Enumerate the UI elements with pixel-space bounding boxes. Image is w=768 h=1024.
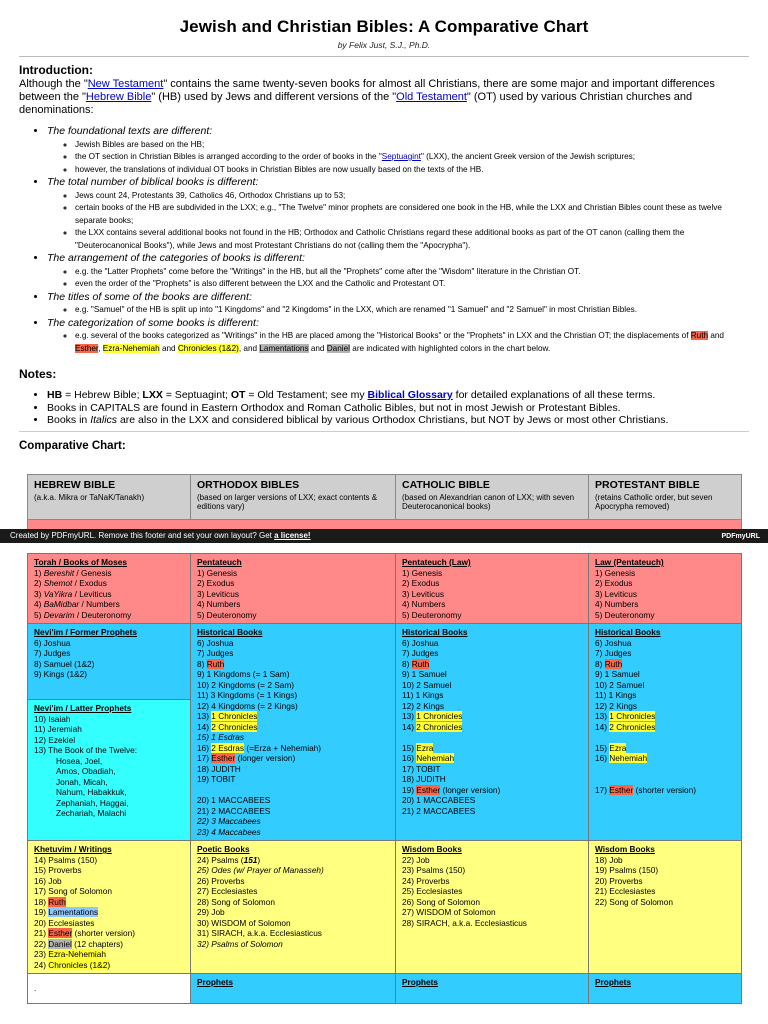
book-entry: 19) Esther (longer version) <box>402 784 501 795</box>
category-title: Nevi'im / Latter Prophets <box>34 703 132 713</box>
chart-header-row <box>27 474 742 520</box>
book-entry: 26) Proverbs <box>197 875 245 886</box>
pdfmyurl-logo: PDFmyURL <box>721 533 760 540</box>
category-title: Wisdom Books <box>402 844 462 854</box>
book-entry: 5) Deuteronomy <box>197 609 257 620</box>
difference-item <box>47 317 749 356</box>
book-entry: 2) Exodus <box>197 578 235 588</box>
book-entry: 29) Job <box>197 907 225 917</box>
book-entry: 30) WISDOM of Solomon <box>197 917 291 928</box>
book-entry <box>595 774 735 785</box>
book-entry: 25) Odes (w/ Prayer of Manasseh) <box>197 865 324 875</box>
cell-protestant-pentateuch <box>589 554 741 623</box>
book-entry: 5) Devarim / Deuteronomy <box>34 609 132 620</box>
difference-item <box>47 125 749 176</box>
category-title: Pentateuch (Law) <box>402 557 471 567</box>
book-entry: 2) Exodus <box>595 578 633 588</box>
former-prophets <box>28 624 190 699</box>
book-entry: 15) Proverbs <box>34 865 82 875</box>
book-entry: 20) 1 MACCABEES <box>197 795 271 805</box>
detail-item: ◦ even the order of the "Prophets" is also different between the LXX and the Catholic and Protestant OT. <box>75 278 749 291</box>
latter-prophets <box>28 699 190 840</box>
category-title: Nevi'im / Former Prophets <box>34 627 137 637</box>
book-entry: 13) 1 Chronicles <box>197 711 258 721</box>
book-entry: 7) Judges <box>34 648 71 658</box>
book-entry: 22) Song of Solomon <box>595 896 673 907</box>
detail-item <box>75 330 749 355</box>
column-header-protestant: PROTESTANT BIBLE (retains Catholic order, but seven Apocrypha removed) <box>595 479 713 511</box>
book-entry: 4) Numbers <box>595 599 639 609</box>
highlighted-book: Esther <box>75 343 99 353</box>
book-entry: 8) Ruth <box>197 658 225 669</box>
book-entry: 15) 1 Esdras <box>197 732 245 742</box>
detail-text: and <box>159 343 178 353</box>
book-entry: 22) Daniel (12 chapters) <box>34 938 124 949</box>
category-title: Khetuvim / Writings <box>34 844 112 854</box>
detail-item: ◦ the LXX contains several additional books not found in the HB; Orthodox and Catholic Christians regard these additional books as part of the OT canon (calling them the "Deuterocanonical Books"), while Jews and most Protestant Christians do not (calling them the "Apocrypha"). <box>75 227 749 252</box>
book-entry: Zephaniah, Haggai, <box>56 797 129 808</box>
book-entry: 3) Leviticus <box>595 588 637 599</box>
difference-details <box>47 266 749 291</box>
book-entry: 3) Leviticus <box>402 588 444 599</box>
difference-title: The total number of biblical books is different: <box>47 176 259 188</box>
book-entry: 27) Ecclesiastes <box>197 886 258 896</box>
book-entry: Amos, Obadiah, <box>56 766 116 776</box>
book-entry: 11) 3 Kingdoms (= 1 Kings) <box>197 690 298 700</box>
book-entry: 23) Psalms (150) <box>402 865 466 875</box>
old-testament-link[interactable]: Old Testament <box>396 91 467 103</box>
cell-torah <box>28 554 191 623</box>
book-entry <box>197 785 389 796</box>
book-entry: 7) Judges <box>197 648 234 658</box>
cell-orthodox-historical <box>191 624 396 840</box>
cell-catholic-pentateuch <box>396 554 589 623</box>
book-entry: 1) Genesis <box>197 567 238 578</box>
highlighted-book: Ruth <box>690 331 709 340</box>
book-entry: 14) Psalms (150) <box>34 854 98 865</box>
book-entry: 12) 2 Kings <box>595 700 637 711</box>
category-title: Pentateuch <box>197 557 242 567</box>
book-entry: 8) Samuel (1&2) <box>34 658 95 669</box>
book-entry: 8) Ruth <box>595 658 623 669</box>
book-entry: 5) Deuteronomy <box>595 609 655 620</box>
book-entry: 9) 1 Samuel <box>595 669 640 679</box>
book-entry: 23) Ezra-Nehemiah <box>34 949 106 959</box>
book-entry: 24) Chronicles (1&2) <box>34 959 111 970</box>
book-entry: 16) Nehemiah <box>402 753 455 763</box>
book-entry: 7) Judges <box>595 648 632 658</box>
book-entry: 16) Job <box>34 875 62 886</box>
highlighted-book: Daniel <box>326 343 350 353</box>
septuagint-link[interactable]: Septuagint <box>381 152 421 161</box>
book-entry: 19) TOBIT <box>197 774 236 784</box>
book-entry: 4) Numbers <box>402 599 446 609</box>
book-entry: 11) 1 Kings <box>402 690 444 700</box>
book-entry: 1) Bereshit / Genesis <box>34 567 112 578</box>
book-entry: 4) BaMidbar / Numbers <box>34 599 120 609</box>
book-entry: 16) Nehemiah <box>595 753 648 763</box>
row-strip <box>27 520 742 529</box>
book-entry: 10) Isaiah <box>34 713 71 724</box>
difference-title: The categorization of some books is different: <box>47 316 259 329</box>
book-entry: 24) Proverbs <box>402 875 450 886</box>
highlighted-book: Lamentations <box>259 343 309 353</box>
detail-text: , <box>98 343 103 353</box>
book-entry: 15) Ezra <box>402 742 434 753</box>
book-entry: Zechariah, Malachi <box>56 808 127 818</box>
book-entry: 11) 1 Kings <box>595 690 637 700</box>
book-entry: 19) Psalms (150) <box>595 865 659 875</box>
book-entry: 17) TOBIT <box>402 763 441 774</box>
difference-details <box>47 304 749 317</box>
book-entry: 2) Exodus <box>402 578 440 588</box>
divider <box>19 56 749 57</box>
cell-writings <box>28 841 191 973</box>
book-entry: 20) Ecclesiastes <box>34 917 95 928</box>
difference-item <box>47 252 749 291</box>
detail-text: and <box>708 331 724 340</box>
book-entry: 18) JUDITH <box>197 763 241 774</box>
book-entry: 26) Song of Solomon <box>402 896 480 907</box>
hebrew-bible-link[interactable]: Hebrew Bible <box>85 91 152 103</box>
book-entry: 6) Joshua <box>402 637 439 648</box>
difference-title: The arrangement of the categories of books is different: <box>47 252 305 264</box>
book-entry: 6) Joshua <box>34 637 71 648</box>
book-entry: 14) 2 Chronicles <box>595 721 656 732</box>
page-title: Jewish and Christian Bibles: A Comparative Chart <box>179 17 589 36</box>
detail-text: e.g. several of the books categorized as "Writings" in the HB are placed among the "Historical Books" or the "Prophets" in LXX and the Christian OT; the displacements of <box>75 331 691 340</box>
book-entry: 22) Job <box>402 854 430 865</box>
book-entry: 12) Ezekiel <box>34 734 76 745</box>
book-entry: 4) Numbers <box>197 599 241 609</box>
notes-heading: Notes: <box>19 367 57 381</box>
new-testament-link[interactable]: New Testament <box>87 78 164 90</box>
book-entry: 5) Deuteronomy <box>402 609 462 620</box>
note-italics: • Books in Italics are also in the LXX and considered biblical by various Orthodox Christians, but NOT by Jews or most other Christians. <box>47 414 749 427</box>
book-entry: Hosea, Joel, <box>56 755 103 766</box>
detail-text: , and <box>238 343 260 353</box>
book-entry: 7) Judges <box>402 648 439 658</box>
book-entry: 11) Jeremiah <box>34 724 82 734</box>
book-entry <box>595 732 735 743</box>
book-entry: 14) 2 Chronicles <box>197 721 258 732</box>
book-entry: 27) WISDOM of Solomon <box>402 907 496 917</box>
highlighted-book: Chronicles (1&2) <box>177 343 239 353</box>
cell-orthodox-pentateuch <box>191 554 396 623</box>
detail-item: ◦ however, the translations of individual OT books in Christian Bibles are now usually based on the texts of the HB. <box>75 164 749 177</box>
column-header-hebrew: HEBREW BIBLE (a.k.a. Mikra or TaNaK/Tanakh) <box>28 475 191 519</box>
book-entry: 18) JUDITH <box>402 774 446 784</box>
differences-list <box>19 125 749 355</box>
book-entry: 17) Esther (shorter version) <box>595 784 696 795</box>
detail-text: are indicated with highlighted colors in the chart below. <box>349 343 551 353</box>
notes-list <box>19 389 749 427</box>
book-entry: 3) Leviticus <box>197 588 239 599</box>
note-abbreviations: • HB = Hebrew Bible; LXX = Septuagint; OT = Old Testament; see my Biblical Glossary for detailed explanations of all these terms. <box>47 389 749 402</box>
cell-protestant-prophets: Prophets <box>589 974 741 1003</box>
cell-protestant-wisdom <box>589 841 741 973</box>
book-entry: 6) Joshua <box>595 637 632 648</box>
difference-title: The titles of some of the books are different: <box>47 290 252 303</box>
book-entry <box>595 764 735 775</box>
book-entry: 12) 4 Kingdoms (= 2 Kings) <box>197 700 298 711</box>
detail-text: and <box>308 343 327 353</box>
book-entry: 21) 2 MACCABEES <box>197 805 271 816</box>
book-entry: 6) Joshua <box>197 637 234 648</box>
book-entry: Nahum, Habakkuk, <box>56 787 127 797</box>
book-entry: 10) 2 Samuel <box>402 679 452 690</box>
book-entry: 21) 2 MACCABEES <box>402 805 476 816</box>
comparative-chart <box>27 553 742 1004</box>
book-entry: 28) Song of Solomon <box>197 896 275 907</box>
detail-item <box>75 151 749 164</box>
category-title: Historical Books <box>595 627 661 637</box>
book-entry: 9) 1 Kingdoms (= 1 Sam) <box>197 669 290 679</box>
category-title: Historical Books <box>197 627 263 637</box>
book-entry: 28) SIRACH, a.k.a. Ecclesiasticus <box>402 917 527 928</box>
book-entry: 18) Job <box>595 854 623 865</box>
book-entry: Jonah, Micah, <box>56 776 108 787</box>
category-title: Law (Pentateuch) <box>595 557 664 567</box>
book-entry: 3) VaYikra / Leviticus <box>34 588 112 599</box>
book-entry: 8) Ruth <box>402 658 430 669</box>
cell-orthodox-poetic <box>191 841 396 973</box>
book-entry: 24) Psalms (151) <box>197 854 261 865</box>
difference-item <box>47 291 749 317</box>
book-entry: 12) 2 Kings <box>402 700 444 711</box>
difference-title: The foundational texts are different: <box>47 125 213 137</box>
cell-protestant-historical <box>589 624 741 840</box>
highlighted-book: Ezra-Nehemiah <box>102 343 160 353</box>
detail-text: " (LXX), the ancient Greek version of the Jewish scriptures; <box>420 152 635 161</box>
book-entry: 16) 2 Esdras (=Erza + Nehemiah) <box>197 742 322 753</box>
intro-heading: Introduction: <box>19 63 93 77</box>
book-entry: 13) 1 Chronicles <box>595 711 656 721</box>
book-entry: 32) Psalms of Solomon <box>197 938 283 949</box>
book-entry: 9) Kings (1&2) <box>34 669 88 679</box>
category-title: Torah / Books of Moses <box>34 557 127 567</box>
detail-item: ◦ e.g. the "Latter Prophets" come before the "Writings" in the HB, but all the "Prophets" come after the "Wisdom" literature in the Christian OT. <box>75 266 749 279</box>
book-entry: 18) Ruth <box>34 896 66 907</box>
biblical-glossary-link[interactable]: Biblical Glossary <box>367 389 453 401</box>
book-entry: 23) 4 Maccabees <box>197 826 261 837</box>
cell-hebrew-empty: . <box>28 974 191 1003</box>
book-entry: 10) 2 Samuel <box>595 679 645 690</box>
cell-catholic-wisdom <box>396 841 589 973</box>
book-entry: 20) 1 MACCABEES <box>402 795 476 805</box>
detail-item: ◦ e.g. "Samuel" of the HB is split up into "1 Kingdoms" and "2 Kingdoms" in the LXX, which are renamed "1 Samuel" and "2 Samuel" in most Christian Bibles. <box>75 304 749 317</box>
category-title: Historical Books <box>402 627 468 637</box>
book-entry: 9) 1 Samuel <box>402 669 447 679</box>
chart-row-historical <box>27 624 742 841</box>
column-header-orthodox: ORTHODOX BIBLES (based on larger versions of LXX; exact contents & editions vary) <box>191 475 396 519</box>
book-entry: 17) Esther (longer version) <box>197 753 296 763</box>
book-entry: 20) Proverbs <box>595 875 643 886</box>
detail-text: the OT section in Christian Bibles is arranged according to the order of books in the " <box>75 152 382 161</box>
book-entry: 13) The Book of the Twelve: <box>34 745 138 755</box>
pdfmyurl-footer: Created by PDFmyURL. Remove this footer and set your own layout? Get a license! PDFmyURL <box>0 529 768 543</box>
book-entry <box>402 732 582 743</box>
divider <box>19 431 749 432</box>
book-entry: 1) Genesis <box>402 567 443 578</box>
intro-paragraph: Although the "New Testament" contains the same twenty-seven books for almost all Christians, there are some major and important differences between the "Hebrew Bible" (HB) used by Jews and different versions of the "Old Testament" (OT) used by various Christian churches and denominations: <box>19 78 715 116</box>
book-entry: 31) SIRACH, a.k.a. Ecclesiasticus <box>197 928 322 938</box>
category-title: Wisdom Books <box>595 844 655 854</box>
cell-catholic-historical <box>396 624 589 840</box>
book-entry: 22) 3 Maccabees <box>197 816 261 826</box>
book-entry: 14) 2 Chronicles <box>402 721 463 732</box>
comparative-chart-heading: Comparative Chart: <box>19 439 126 452</box>
detail-item: ◦ Jews count 24, Protestants 39, Catholics 46, Orthodox Christians up to 53; <box>75 190 749 203</box>
book-entry: 21) Esther (shorter version) <box>34 928 135 938</box>
cell-catholic-prophets: Prophets <box>396 974 589 1003</box>
book-entry: 19) Lamentations <box>34 907 99 917</box>
license-link[interactable]: a license! <box>274 531 311 540</box>
chart-row-prophets <box>27 974 742 1004</box>
book-entry: 10) 2 Kingdoms (= 2 Sam) <box>197 679 295 690</box>
cell-hebrew-prophets <box>28 624 191 840</box>
difference-item <box>47 176 749 252</box>
book-entry: 25) Ecclesiastes <box>402 886 463 896</box>
chart-row-law <box>27 553 742 624</box>
difference-details <box>47 190 749 253</box>
book-entry: 13) 1 Chronicles <box>402 711 463 721</box>
detail-item: ◦ Jewish Bibles are based on the HB; <box>75 139 749 152</box>
note-capitals: • Books in CAPITALS are found in Eastern Orthodox and Roman Catholic Bibles, but not in most Jewish or Protestant Bibles. <box>47 402 749 415</box>
detail-item: ◦ certain books of the HB are subdivided in the LXX; e.g., "The Twelve" minor prophets are considered one book in the HB, while the LXX and Christian Bibles count these as twelve separate books; <box>75 202 749 227</box>
book-entry: 2) Shemot / Exodus <box>34 578 107 588</box>
byline: by Felix Just, S.J., Ph.D. <box>337 40 431 50</box>
book-entry: 17) Song of Solomon <box>34 886 112 896</box>
difference-details <box>47 139 749 177</box>
category-title: Poetic Books <box>197 844 250 854</box>
difference-details <box>47 330 749 355</box>
book-entry: 15) Ezra <box>595 742 627 753</box>
cell-orthodox-prophets: Prophets <box>191 974 396 1003</box>
chart-row-wisdom <box>27 841 742 974</box>
book-entry: 1) Genesis <box>595 567 636 578</box>
column-header-catholic: CATHOLIC BIBLE (based on Alexandrian canon of LXX; with seven Deuterocanonical books) <box>396 475 589 519</box>
book-entry: 21) Ecclesiastes <box>595 886 656 896</box>
